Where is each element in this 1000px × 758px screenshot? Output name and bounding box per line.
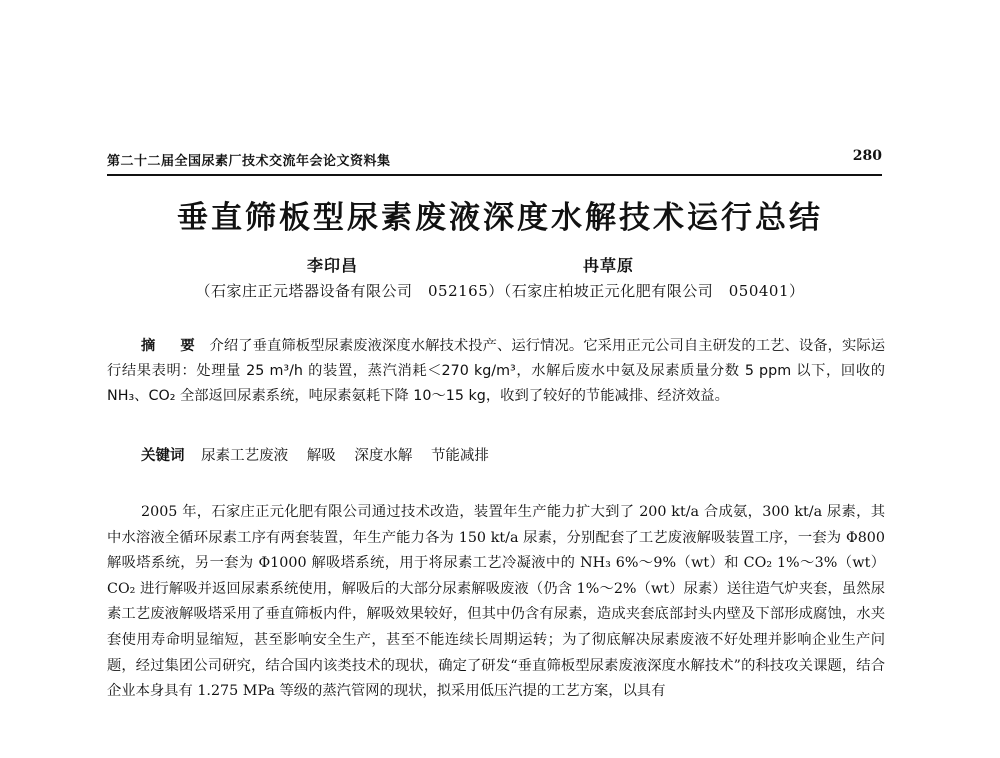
author-affiliations: （石家庄正元塔器设备有限公司 052165）（石家庄柏坡正元化肥有限公司 050401） <box>195 282 805 300</box>
abstract-text: 介绍了垂直筛板型尿素废液深度水解技术投产、运行情况。它采用正元公司自主研发的工艺、设备，实际运行结果表明：处理量 25 m³/h 的装置，蒸汽消耗＜270 kg/m³，水解后废水中氨及尿素质量分数 5 ppm 以下，回收的 NH₃、CO₂ 全部返回尿素系统，吨尿素氨耗下降 10～15 kg，收到了较好的节能减排、经济效益。 <box>107 338 885 404</box>
body-text <box>107 500 885 758</box>
journal-title: 第二十二届全国尿素厂技术交流年会论文资料集 <box>107 154 391 169</box>
page-number: 280 <box>852 148 882 164</box>
keyword: 解吸 <box>306 448 336 464</box>
keywords-label: 关键词 <box>141 448 185 464</box>
keyword: 节能减排 <box>430 448 489 464</box>
keyword: 尿素工艺废液 <box>201 448 289 464</box>
author-name: 冉草原 <box>583 256 635 275</box>
running-header <box>107 150 882 176</box>
author-name: 李印昌 <box>307 256 359 275</box>
keywords <box>141 444 503 465</box>
keyword: 深度水解 <box>354 448 413 464</box>
article-title: 垂直筛板型尿素废液深度水解技术运行总结 <box>177 200 823 236</box>
abstract-label: 摘 要 <box>141 338 205 354</box>
body-paragraph: 2005 年，石家庄正元化肥有限公司通过技术改造，装置年生产能力扩大到了 200 kt/a 合成氨，300 kt/a 尿素，其中水溶液全循环尿素工序有两套装置，年生产能力各为 150 kt/a 尿素，分别配套了工艺废液解吸装置工序，一套为 Φ800 解吸塔系统，另一套为 Φ1000 解吸塔系统，用于将尿素工艺冷凝液中的 NH₃ 6%～9%（wt）和 CO₂ 1%～3%（wt）CO₂ 进行解吸并返回尿素系统使用，解吸后的大部分尿素解吸废液（仍含 1%～2%（wt）尿素）送往造气炉夹套，虽然尿素工艺废液解吸塔采用了垂直筛板内件，解吸效果较好，但其中仍含有尿素，造成夹套底部封头内壁及下部形成腐蚀，水夹套使用寿命明显缩短，甚至影响安全生产，甚至不能连续长周期运转；为了彻底解决尿素废液不好处理并影响企业生产问题，经过集团公司研究，结合国内该类技术的现状，确定了研发“垂直筛板型尿素废液深度水解技术”的科技攻关课题，结合企业本身具有 1.275 MPa 等级的蒸汽管网的现状，拟采用低压汽提的工艺方案，以具有 <box>107 504 885 700</box>
abstract <box>107 334 885 409</box>
